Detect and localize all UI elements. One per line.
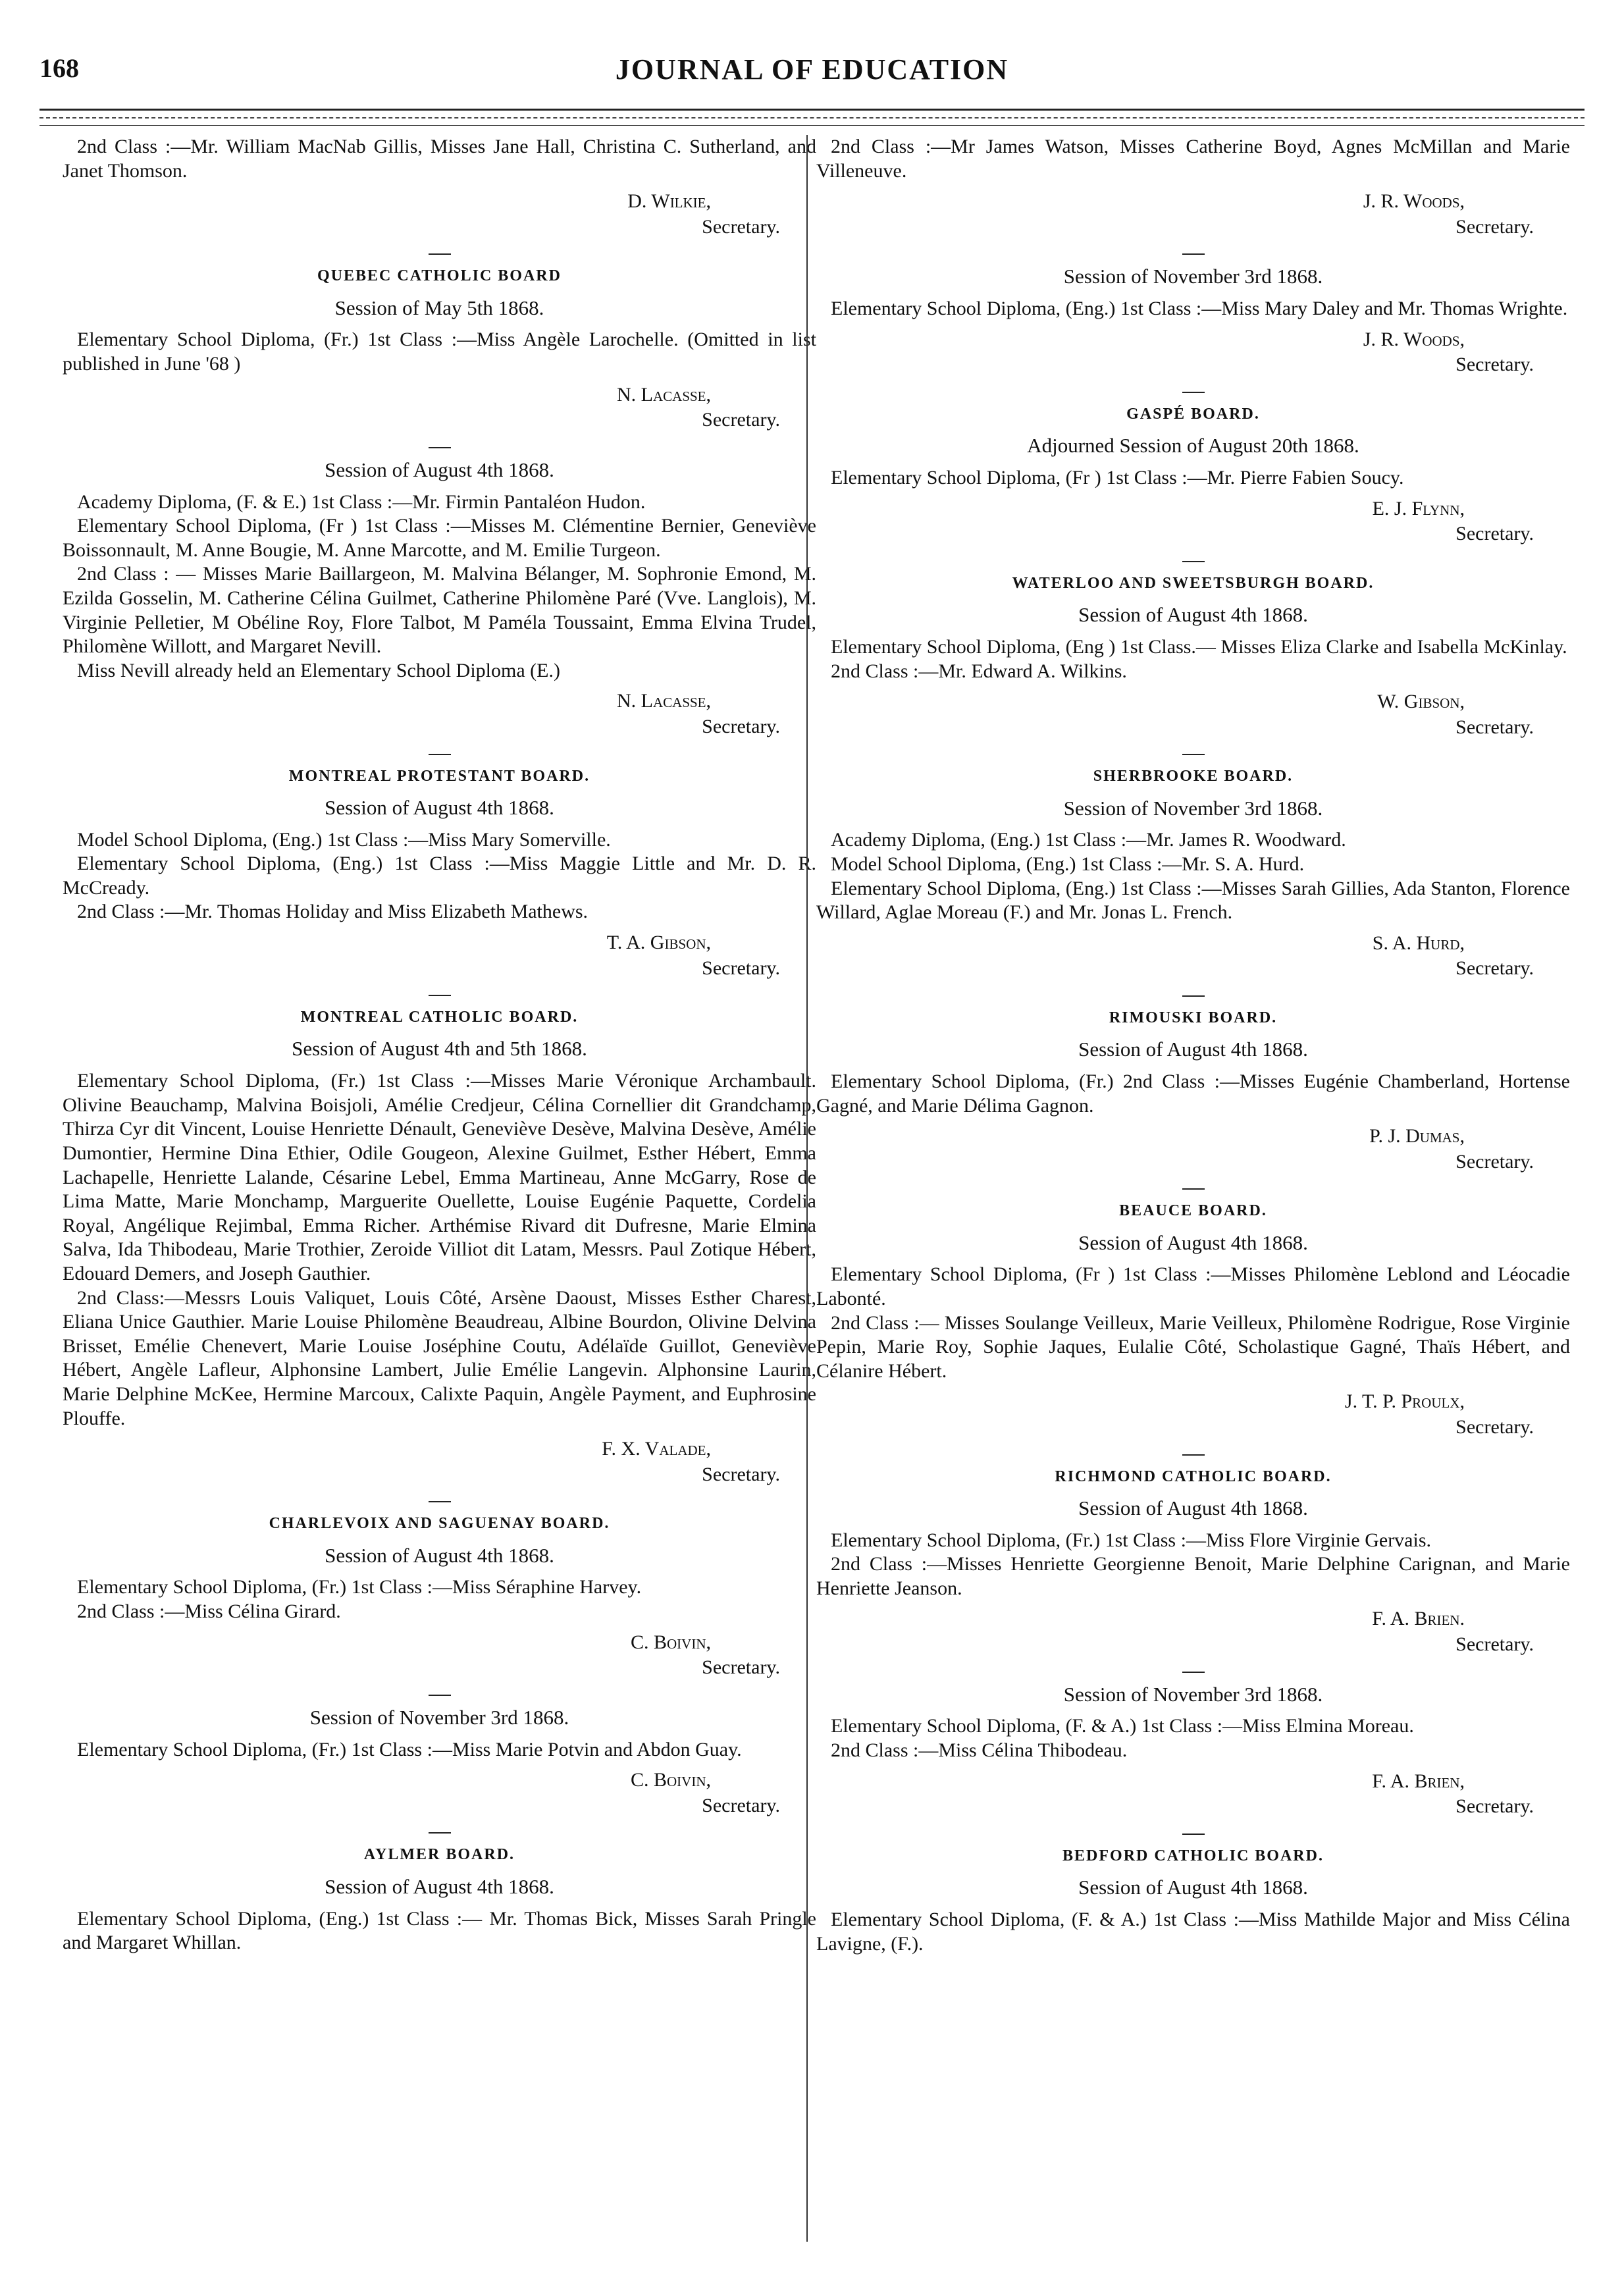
secretary-name: F. A. Brien, [1372, 1770, 1465, 1792]
section-separator [429, 1695, 451, 1696]
board-section [816, 1682, 1570, 1835]
section-separator [429, 754, 451, 755]
session-heading: Session of August 4th and 5th 1868. [292, 1037, 587, 1061]
secretary-name: W. Gibson, [1377, 691, 1465, 713]
diploma-entry: 2nd Class:—Messrs Louis Valiquet, Louis Côté, Arsène Daoust, Misses Esther Charest, Eliana Unice Gauthier. Marie Louise Philomène Beaudreau, Albine Bourdon, Olivine Delvina Brisset, Emélie Chenevert, Marie Louise Joséphine Coutu, Adélaïde Guillot, Geneviève Hébert, Angèle Lafleur, Alphonsine Lambert, Julie Emélie Langevin. Alphonsine Laurin, Marie Delphine McKee, Hermine Marcoux, Calixte Paquin, Angèle Payment, and Euphrosine Plouffe. [63, 1286, 816, 1429]
section-separator [1182, 1454, 1205, 1456]
secretary-title: Secretary. [702, 715, 780, 737]
session-heading: Session of May 5th 1868. [334, 296, 544, 319]
diploma-entry: Elementary School Diploma, (Fr ) 1st Class :—Mr. Pierre Fabien Soucy. [831, 467, 1404, 489]
secretary-title: Secretary. [1455, 354, 1534, 376]
board-title: MONTREAL CATHOLIC BOARD. [300, 1009, 579, 1026]
board-section [816, 135, 1570, 255]
secretary-title: Secretary. [1455, 1150, 1534, 1173]
secretary-name: F. X. Valade, [602, 1438, 711, 1460]
board-section [816, 1201, 1570, 1455]
secretary-title: Secretary. [702, 957, 780, 979]
section-separator [1182, 1834, 1205, 1835]
diploma-entry: Elementary School Diploma, (Fr.) 1st Class :—Miss Séraphine Harvey. [77, 1576, 642, 1598]
section-separator [429, 253, 451, 255]
section-separator [1182, 754, 1205, 755]
secretary-name: C. Boivin, [630, 1769, 711, 1791]
board-title: AYLMER BOARD. [363, 1846, 515, 1864]
session-heading: Adjourned Session of August 20th 1868. [1027, 434, 1359, 458]
secretary-name: E. J. Flynn, [1372, 497, 1465, 519]
session-heading: Session of August 4th 1868. [1078, 1230, 1308, 1254]
board-title: MONTREAL PROTESTANT BOARD. [288, 767, 590, 785]
diploma-entry: Elementary School Diploma, (Eng.) 1st Class :—Misses Sarah Gillies, Ada Stanton, Florence Willard, Aglae Moreau (F.) and Mr. Jonas L. French. [816, 877, 1570, 924]
column-divider [806, 135, 808, 2242]
journal-title: JOURNAL OF EDUCATION [615, 53, 1009, 86]
page-number: 168 [39, 53, 79, 83]
board-section [816, 1467, 1570, 1673]
session-heading: Session of November 3rd 1868. [1063, 265, 1323, 288]
diploma-entry: Elementary School Diploma, (Fr ) 1st Class :—Misses Philomène Leblond and Léocadie Labonté. [816, 1263, 1570, 1310]
diploma-entry: Elementary School Diploma, (F. & A.) 1st Class :—Miss Elmina Moreau. [831, 1715, 1414, 1737]
header-rule-thin [39, 125, 1585, 126]
diploma-entry: Elementary School Diploma, (Fr.) 1st Class :—Miss Angèle Larochelle. (Omitted in list published in June '68 ) [63, 329, 816, 375]
section-separator [429, 995, 451, 996]
secretary-title: Secretary. [1455, 1633, 1534, 1656]
section-separator [1182, 1188, 1205, 1190]
diploma-entry: Miss Nevill already held an Elementary School Diploma (E.) [77, 659, 560, 681]
secretary-name: D. Wilkie, [627, 190, 711, 213]
session-heading: Session of August 4th 1868. [325, 795, 554, 819]
secretary-title: Secretary. [1455, 957, 1534, 980]
session-heading: Session of November 3rd 1868. [309, 1705, 569, 1729]
secretary-name: J. R. Woods, [1363, 190, 1465, 213]
diploma-entry: Academy Diploma, (F. & E.) 1st Class :—Mr. Firmin Pantaléon Hudon. [77, 490, 646, 513]
page-header [39, 53, 1585, 99]
diploma-entry: Elementary School Diploma, (Fr.) 1st Class :—Misses Marie Véronique Archambault. Olivine Beauchamp, Malvina Boisjoli, Amélie Credjeur, Célina Cornellier dit Grandchamp, Thirza Cyr dit Vincent, Louise Henriette Dénault, Geneviève Desève, Malvina Desève, Amélie Dumontier, Hermine Dina Ethier, Odile Gougeon, Alexine Guilmet, Esther Hébert, Emma Lachapelle, Henriette Lalande, Césarine Lebel, Emma Martineau, Anne McGarry, Rose de Lima Matte, Marie Monchamp, Marguerite Ouellette, Louise Eugénie Paquette, Cordelia Royal, Angélique Rejimbal, Emma Richer. Arthémise Rivard dit Dufresne, Marie Elmina Salva, Ida Thibodeau, Marie Trothier, Zeroide Villiot dit Latam, Messrs. Paul Zotique Hébert, Edouard Demers, and Joseph Gauthier. [63, 1070, 816, 1285]
secretary-name: J. T. P. Proulx, [1344, 1390, 1465, 1413]
board-section [63, 1008, 816, 1502]
diploma-entry: Elementary School Diploma, (Fr.) 2nd Class :—Misses Eugénie Chamberland, Hortense Gagné, and Marie Délima Gagnon. [816, 1070, 1570, 1117]
secretary-name: N. Lacasse, [616, 383, 711, 406]
diploma-entry: 2nd Class :—Mr James Watson, Misses Catherine Boyd, Agnes McMillan and Marie Villeneuve. [816, 136, 1570, 182]
session-heading: Session of August 4th 1868. [1078, 1876, 1308, 1899]
session-heading: Session of August 4th 1868. [1078, 1496, 1308, 1519]
diploma-entry: Elementary School Diploma, (Eng.) 1st Class :— Mr. Thomas Bick, Misses Sarah Pringle and Margaret Whillan. [63, 1907, 816, 1954]
session-heading: Session of November 3rd 1868. [1063, 796, 1323, 820]
section-separator [1182, 253, 1205, 255]
diploma-entry: Academy Diploma, (Eng.) 1st Class :—Mr. James R. Woodward. [831, 829, 1346, 851]
session-heading: Session of August 4th 1868. [325, 1874, 554, 1898]
diploma-entry: 2nd Class :—Miss Célina Girard. [77, 1600, 341, 1623]
diploma-entry: 2nd Class :—Mr. William MacNab Gillis, Misses Jane Hall, Christina C. Sutherland, and Janet Thomson. [63, 136, 816, 182]
secretary-title: Secretary. [702, 409, 780, 431]
board-title: GASPÉ BOARD. [1126, 405, 1260, 423]
diploma-entry: Elementary School Diploma, (Fr ) 1st Class :—Misses M. Clémentine Bernier, Geneviève Boissonnault, M. Anne Bougie, M. Anne Marcotte, and M. Emilie Turgeon. [63, 515, 816, 561]
board-title: RIMOUSKI BOARD. [1109, 1009, 1278, 1026]
diploma-entry: 2nd Class :— Misses Soulange Veilleux, Marie Veilleux, Philomène Rodrigue, Rose Virginie Pepin, Marie Roy, Sophie Jaques, Eulalie Côté, Scholastique Gagné, Thaïs Hébert, and Célanire Hébert. [816, 1311, 1570, 1382]
board-section [63, 1705, 816, 1834]
secretary-title: Secretary. [1455, 215, 1534, 238]
board-title: SHERBROOKE BOARD. [1093, 768, 1294, 785]
session-heading: Session of August 4th 1868. [1078, 1038, 1308, 1061]
session-heading: Session of August 4th 1868. [325, 1543, 554, 1567]
session-heading: Session of August 4th 1868. [1078, 603, 1308, 627]
secretary-name: S. A. Hurd, [1372, 932, 1465, 954]
header-rule [39, 109, 1585, 111]
session-heading: Session of November 3rd 1868. [1063, 1682, 1323, 1706]
board-section [816, 264, 1570, 393]
diploma-entry: 2nd Class : — Misses Marie Baillargeon, M. Malvina Bélanger, M. Sophronie Emond, M. Ezilda Gosselin, M. Catherine Célina Guilmet, Catherine Philomène Paré (Vve. Langlois), M. Virginie Pelletier, M Obéline Roy, Flore Talbot, M Paméla Toussaint, Emma Elvina Trudel, Philomène Willott, and Margaret Nevill. [63, 563, 816, 658]
diploma-entry: Model School Diploma, (Eng.) 1st Class :—Mr. S. A. Hurd. [831, 853, 1305, 875]
secretary-name: F. A. Brien. [1372, 1608, 1465, 1630]
diploma-entry: Elementary School Diploma, (Eng.) 1st Class :—Miss Maggie Little and Mr. D. R. McCready. [63, 853, 816, 899]
secretary-title: Secretary. [1455, 523, 1534, 545]
section-separator [1182, 392, 1205, 393]
left-column [63, 135, 816, 2242]
section-separator [1182, 995, 1205, 997]
secretary-name: N. Lacasse, [616, 690, 711, 712]
session-heading: Session of August 4th 1868. [325, 458, 554, 481]
board-section [816, 574, 1570, 755]
secretary-title: Secretary. [702, 215, 780, 238]
board-section [63, 135, 816, 255]
section-separator [429, 447, 451, 448]
right-column [816, 135, 1570, 2242]
board-title: BEAUCE BOARD. [1119, 1202, 1267, 1220]
board-title: CHARLEVOIX AND SAGUENAY BOARD. [269, 1515, 610, 1533]
header-rule-dashed [39, 117, 1585, 119]
diploma-entry: Elementary School Diploma, (Fr.) 1st Class :—Miss Flore Virginie Gervais. [831, 1529, 1432, 1551]
secretary-title: Secretary. [1455, 1416, 1534, 1439]
secretary-name: J. R. Woods, [1363, 328, 1465, 350]
secretary-title: Secretary. [1455, 1795, 1534, 1818]
section-separator [1182, 561, 1205, 562]
secretary-name: C. Boivin, [630, 1631, 711, 1653]
secretary-name: T. A. Gibson, [606, 932, 711, 954]
board-section [816, 1847, 1570, 1956]
diploma-entry: Elementary School Diploma, (Eng ) 1st Class.— Misses Eliza Clarke and Isabella McKinlay. [831, 635, 1567, 658]
board-section [63, 767, 816, 997]
diploma-entry: 2nd Class :—Mr. Thomas Holiday and Miss Elizabeth Mathews. [77, 901, 589, 923]
board-section [63, 1845, 816, 1955]
diploma-entry: 2nd Class :—Miss Célina Thibodeau. [831, 1739, 1128, 1762]
diploma-entry: 2nd Class :—Misses Henriette Georgienne Benoit, Marie Delphine Carignan, and Marie Henriette Jeanson. [816, 1553, 1570, 1599]
board-title: WATERLOO AND SWEETSBURGH BOARD. [1012, 574, 1375, 592]
secretary-title: Secretary. [702, 1463, 780, 1485]
diploma-entry: 2nd Class :—Mr. Edward A. Wilkins. [831, 660, 1127, 682]
board-section [816, 1009, 1570, 1190]
board-section [816, 405, 1570, 562]
board-title: BEDFORD CATHOLIC BOARD. [1062, 1847, 1324, 1864]
board-title: RICHMOND CATHOLIC BOARD. [1055, 1467, 1332, 1485]
diploma-entry: Elementary School Diploma, (F. & A.) 1st Class :—Miss Mathilde Major and Miss Célina Lavigne, (F.). [816, 1908, 1570, 1955]
board-title: QUEBEC CATHOLIC BOARD [317, 267, 562, 285]
diploma-entry: Elementary School Diploma, (Eng.) 1st Class :—Miss Mary Daley and Mr. Thomas Wrighte. [831, 298, 1568, 320]
secretary-title: Secretary. [1455, 716, 1534, 738]
section-separator [429, 1832, 451, 1834]
diploma-entry: Elementary School Diploma, (Fr.) 1st Class :—Miss Marie Potvin and Abdon Guay. [77, 1738, 742, 1760]
diploma-entry: Model School Diploma, (Eng.) 1st Class :—Miss Mary Somerville. [77, 828, 611, 851]
board-section [63, 267, 816, 448]
section-separator [429, 1501, 451, 1502]
board-section [63, 458, 816, 755]
board-section [816, 767, 1570, 997]
section-separator [1182, 1672, 1205, 1673]
secretary-title: Secretary. [702, 1656, 780, 1679]
board-section [63, 1514, 816, 1695]
secretary-title: Secretary. [702, 1794, 780, 1816]
secretary-name: P. J. Dumas, [1369, 1125, 1465, 1148]
